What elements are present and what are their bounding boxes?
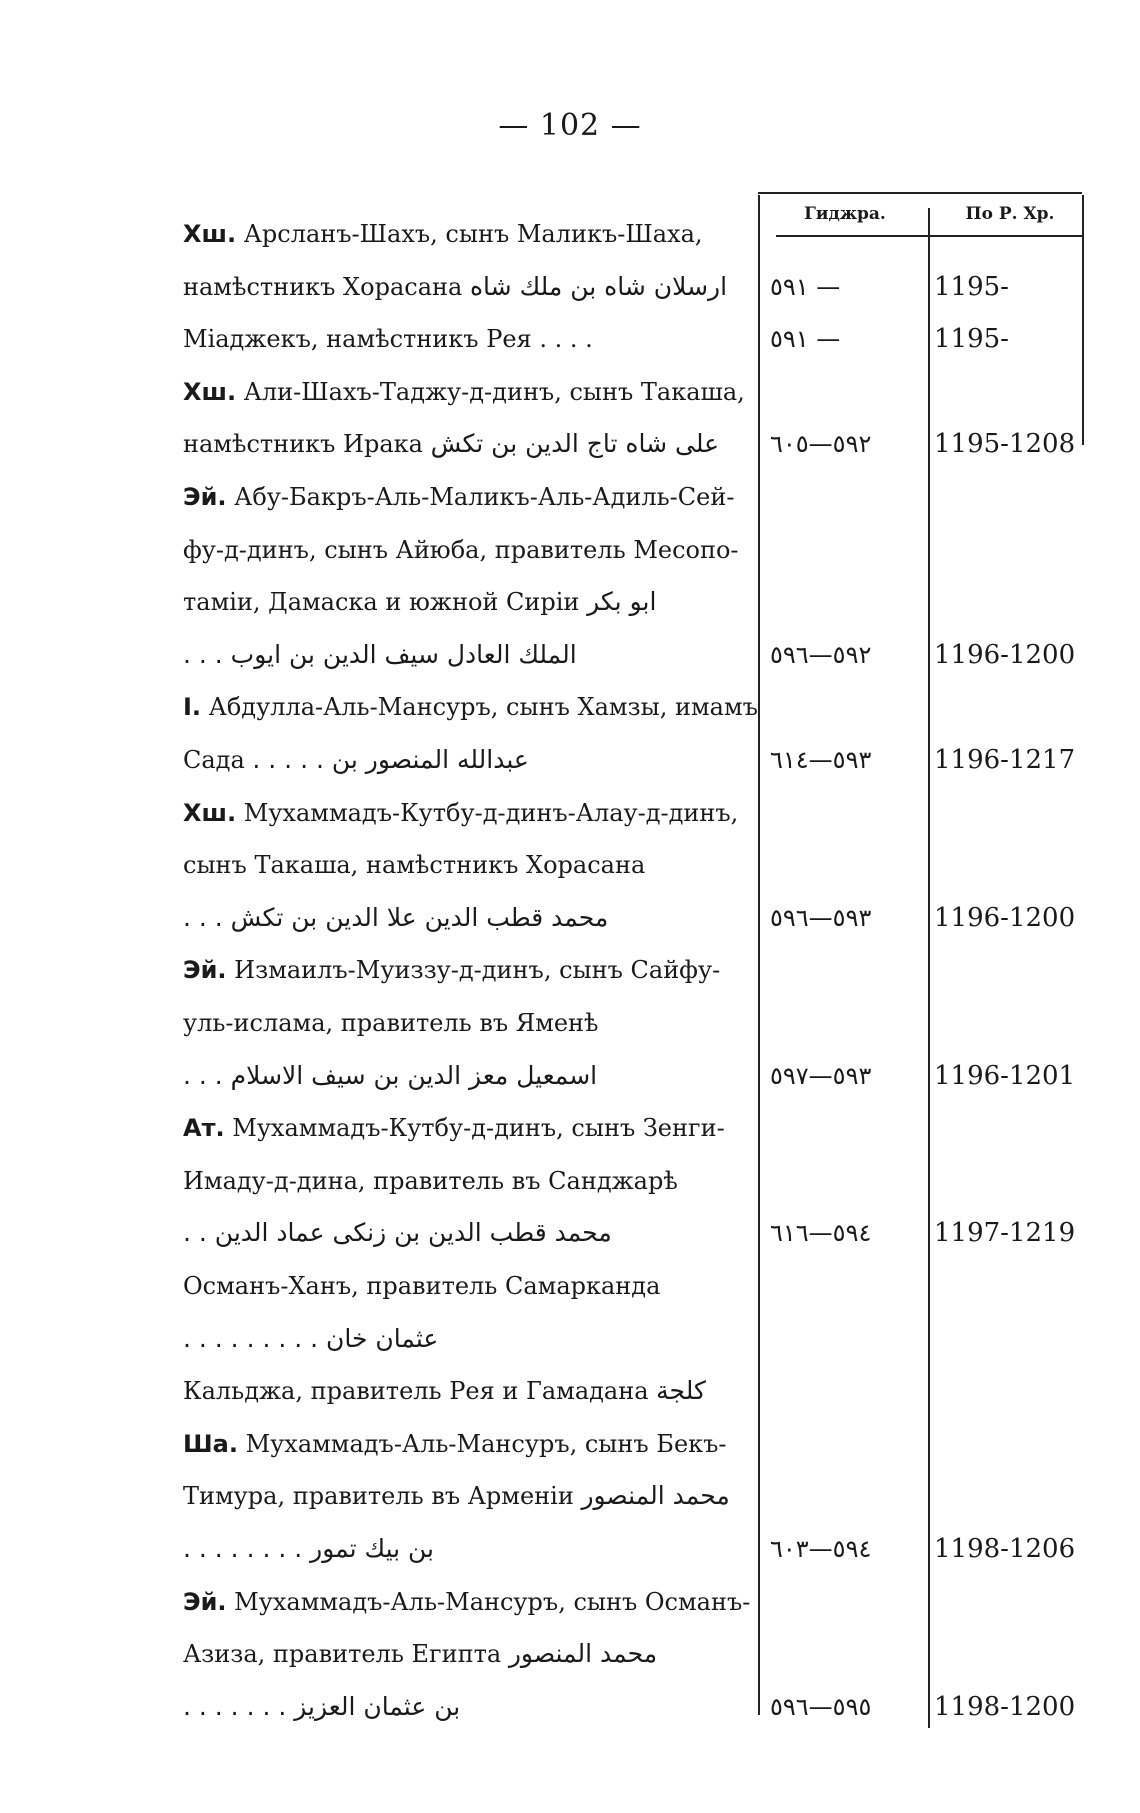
arabic-name: عثمان خان . . . . . . . . . xyxy=(183,1324,439,1353)
entry-line xyxy=(183,1211,753,1255)
entry-text: Абдулла-Аль-Мансуръ, сынъ Хамзы, имамъ xyxy=(201,693,758,721)
dynasty-abbreviation: Ша. xyxy=(183,1430,238,1458)
ad-date: 1197-1219 xyxy=(934,1218,1076,1248)
hijra-column-header: Гиджра. xyxy=(804,204,886,224)
entry-text: Мухаммадъ-Аль-Мансуръ, сынъ Бекъ- xyxy=(237,1430,727,1458)
table-header-top-rule xyxy=(758,192,1082,194)
entry-line xyxy=(183,1054,753,1098)
entry-text: Сада xyxy=(183,746,253,774)
arabic-name: عبدالله المنصور بن . . . . . xyxy=(252,745,529,774)
ad-date: 1196-1201 xyxy=(934,1061,1076,1091)
arabic-name: محمد المنصور xyxy=(508,1639,658,1668)
arabic-name: محمد المنصور xyxy=(581,1481,730,1510)
column-rule-left xyxy=(758,195,760,1715)
ad-date: 1195- xyxy=(934,272,1009,302)
dynasty-abbreviation: Эй. xyxy=(183,1588,227,1616)
column-rule-middle xyxy=(928,208,930,1728)
arabic-name: الملك العادل سيف الدين بن ايوب . . . xyxy=(183,640,577,669)
hijra-date: ٥٩٣—٥٩٦ xyxy=(770,904,872,932)
entry-line xyxy=(183,1632,753,1676)
entry-text: Азиза, правитель Египта xyxy=(183,1640,509,1668)
hijra-date: ٥٩١ — xyxy=(770,273,841,301)
entry-line xyxy=(183,896,753,940)
arabic-name: محمد قطب الدين علا الدين بن تكش . . . xyxy=(183,903,609,932)
entry-line xyxy=(183,1264,753,1308)
entry-text: Абу-Бакръ-Аль-Маликъ-Аль-Адиль-Сей- xyxy=(226,483,735,511)
entry-line xyxy=(183,948,753,992)
entry-line xyxy=(183,1369,753,1413)
entry-line xyxy=(183,422,753,466)
entry-text: Османъ-Ханъ, правитель Самарканда xyxy=(183,1272,661,1300)
hijra-date: ٥٩٢—٥٩٦ xyxy=(770,641,872,669)
hijra-date: ٥٩٥—٥٩٦ xyxy=(770,1693,872,1721)
entry-text: таміи, Дамаска и южной Сиріи xyxy=(183,588,588,616)
entry-line xyxy=(183,265,753,309)
entry-line xyxy=(183,212,753,256)
arabic-name: بن عثمان العزيز . . . . . . . xyxy=(183,1692,461,1721)
entry-text: Арсланъ-Шахъ, сынъ Маликъ-Шаха, xyxy=(236,220,703,248)
entry-text: Міаджекъ, намѣстникъ Рея . . . . xyxy=(183,325,593,353)
entry-text: Али-Шахъ-Таджу-д-динъ, сынъ Такаша, xyxy=(236,378,745,406)
dynasty-abbreviation: Хш. xyxy=(183,220,237,248)
entry-text: сынъ Такаша, намѣстникъ Хорасана xyxy=(183,851,646,879)
ad-date: 1196-1200 xyxy=(934,640,1076,670)
hijra-date: ٥٩٣—٦١٤ xyxy=(770,746,872,774)
arabic-name: محمد قطب الدين بن زنكى عماد الدين . . xyxy=(183,1218,612,1247)
entry-line xyxy=(183,528,753,572)
ad-date: 1196-1217 xyxy=(934,745,1076,775)
entry-text: намѣстникъ Ирака xyxy=(183,430,431,458)
entry-line xyxy=(183,475,753,519)
entry-line xyxy=(183,633,753,677)
entry-text: фу-д-динъ, сынъ Айюба, правитель Месопо- xyxy=(183,536,739,564)
entry-line xyxy=(183,1685,753,1729)
entry-text: Мухаммадъ-Аль-Мансуръ, сынъ Османъ- xyxy=(226,1588,751,1616)
ad-date: 1198-1200 xyxy=(934,1692,1076,1722)
entry-line xyxy=(183,317,753,361)
ad-date: 1195-1208 xyxy=(934,429,1076,459)
arabic-name: على شاه تاج الدين بن تكش xyxy=(430,429,720,458)
page-number: — 102 — xyxy=(498,108,642,143)
entry-line xyxy=(183,370,753,414)
arabic-name: بن بيك تمور . . . . . . . . xyxy=(183,1534,435,1563)
hijra-date: ٥٩٢—٦٠٥ xyxy=(770,430,872,458)
entry-line xyxy=(183,685,758,729)
entry-line xyxy=(183,1159,753,1203)
entry-text: уль-ислама, правитель въ Яменѣ xyxy=(183,1009,599,1037)
arabic-name: ارسلان شاه بن ملك شاه xyxy=(469,272,728,301)
ad-date: 1196-1200 xyxy=(934,903,1076,933)
arabic-name: اسمعيل معز الدين بن سيف الاسلام . . . xyxy=(183,1061,598,1090)
hijra-date: ٥٩٤—٦١٦ xyxy=(770,1219,872,1247)
entry-text: Тимура, правитель въ Арменіи xyxy=(183,1482,582,1510)
dynasty-abbreviation: Эй. xyxy=(183,483,227,511)
entry-text: Имаду-д-дина, правитель въ Санджарѣ xyxy=(183,1167,678,1195)
entry-text: Мухаммадъ-Кутбу-д-динъ-Алау-д-динъ, xyxy=(236,799,739,827)
dynasty-abbreviation: Хш. xyxy=(183,378,237,406)
hijra-date: ٥٩٣—٥٩٧ xyxy=(770,1062,872,1090)
entry-line xyxy=(183,843,753,887)
entry-line xyxy=(183,1474,753,1518)
entry-text: Кальджа, правитель Рея и Гамадана xyxy=(183,1377,657,1405)
entry-line xyxy=(183,791,753,835)
entry-text: Измаилъ-Муиззу-д-динъ, сынъ Сайфу- xyxy=(226,956,721,984)
entry-line xyxy=(183,1106,753,1150)
entry-line xyxy=(183,1317,753,1361)
entry-line xyxy=(183,1580,753,1624)
entry-text: Мухаммадъ-Кутбу-д-динъ, сынъ Зенги- xyxy=(224,1114,725,1142)
entry-text: намѣстникъ Хорасана xyxy=(183,273,470,301)
dynasty-abbreviation: Эй. xyxy=(183,956,227,984)
ad-date: 1195- xyxy=(934,324,1009,354)
hijra-date: ٥٩١ — xyxy=(770,325,841,353)
arabic-name: ابو بكر xyxy=(587,587,657,616)
entry-line xyxy=(183,580,753,624)
entry-line xyxy=(183,1527,753,1571)
ad-date: 1198-1206 xyxy=(934,1534,1076,1564)
dynasty-abbreviation: І. xyxy=(183,693,202,721)
hijra-date: ٥٩٤—٦٠٣ xyxy=(770,1535,872,1563)
dynasty-abbreviation: Хш. xyxy=(183,799,237,827)
entry-line xyxy=(183,1422,753,1466)
dynasty-abbreviation: Ат. xyxy=(183,1114,225,1142)
entry-line xyxy=(183,1001,753,1045)
arabic-name: كلجة xyxy=(656,1376,706,1405)
entry-line xyxy=(183,738,753,782)
ad-column-header: По Р. Хр. xyxy=(965,204,1055,224)
